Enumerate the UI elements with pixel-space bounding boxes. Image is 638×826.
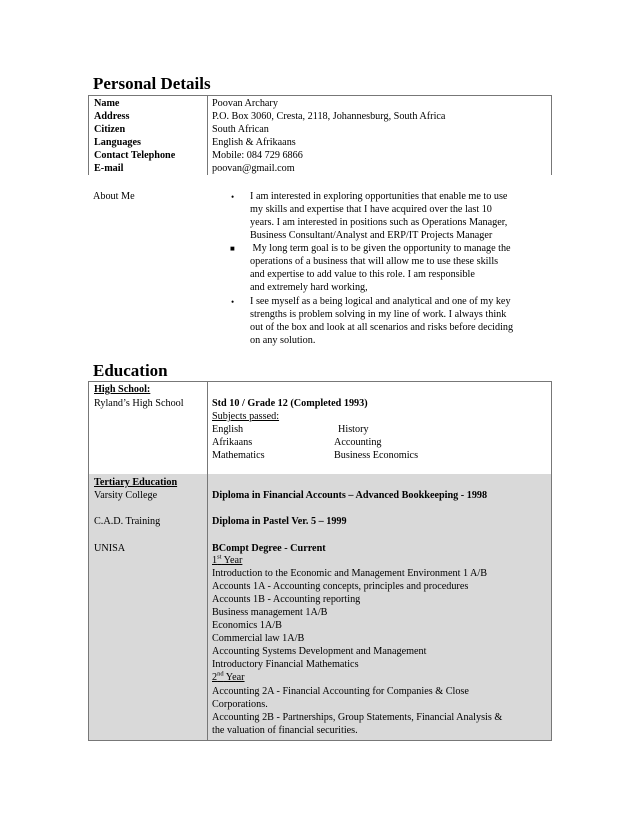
about-line: on any solution. (250, 335, 316, 346)
course: Accounting 2B - Partnerships, Group Statements, Financial Analysis & (212, 712, 503, 723)
subject: English (212, 424, 244, 435)
about-line: out of the box and look at all scenarios and risks before deciding (250, 322, 514, 333)
bullet-dot-icon: • (231, 297, 235, 307)
high-school-qualification: Std 10 / Grade 12 (Completed 1993) (212, 398, 368, 409)
about-line: I see myself as a being logical and analytical and one of my key (250, 296, 511, 307)
name-label: Name (94, 98, 120, 109)
course: Business management 1A/B (212, 607, 328, 618)
high-school-heading: High School: (94, 384, 151, 395)
citizen-value: South African (212, 124, 269, 135)
institution: C.A.D. Training (94, 516, 161, 527)
institution: Varsity College (94, 490, 158, 501)
course: Introductory Financial Mathematics (212, 659, 359, 670)
subject: Afrikaans (212, 437, 253, 448)
about-line: my skills and expertise that I have acquired over the last 10 (250, 204, 492, 215)
name-value: Poovan Archary (212, 98, 278, 109)
personal-details-table (88, 95, 552, 175)
about-line: Business Consultant/Analyst and ERP/IT Projects Manager (250, 230, 493, 241)
subjects-heading: Subjects passed: (212, 411, 280, 422)
about-line: operations of a business that will allow me to use these skills (250, 256, 499, 267)
about-line: and extremely hard working, (250, 282, 368, 293)
languages-value: English & Afrikaans (212, 137, 296, 148)
column-divider (207, 382, 208, 740)
course: the valuation of financial securities. (212, 725, 358, 736)
course: Accounts 1A - Accounting concepts, principles and procedures (212, 581, 469, 592)
email-label: E-mail (94, 163, 124, 174)
email-value[interactable]: poovan@gmail.com (212, 163, 295, 174)
bullet-square-icon: ■ (230, 244, 235, 253)
qualification: Diploma in Financial Accounts – Advanced Bookkeeping - 1998 (212, 490, 488, 501)
about-line: and expertise to add value to this role. I am responsible (250, 269, 475, 280)
column-divider (207, 96, 208, 175)
education-table (88, 381, 552, 741)
about-line: strengths is problem solving in my line of work. I always think (250, 309, 507, 320)
personal-details-heading: Personal Details (93, 74, 211, 93)
course: Accounts 1B - Accounting reporting (212, 594, 361, 605)
course: Accounting Systems Development and Management (212, 646, 427, 657)
education-heading: Education (93, 361, 168, 380)
year-1-heading: 1st Year (212, 553, 243, 566)
course: Accounting 2A - Financial Accounting for Companies & Close (212, 686, 469, 697)
institution: UNISA (94, 543, 126, 554)
subject: Business Economics (334, 450, 419, 461)
year-2-heading: 2nd Year (212, 670, 245, 683)
qualification: BCompt Degree - Current (212, 543, 326, 554)
course: Introduction to the Economic and Management Environment 1 A/B (212, 568, 488, 579)
languages-label: Languages (94, 137, 141, 148)
telephone-label: Contact Telephone (94, 150, 176, 161)
high-school-name: Ryland’s High School (94, 398, 184, 409)
course: Economics 1A/B (212, 620, 282, 631)
citizen-label: Citizen (94, 124, 126, 135)
telephone-value: Mobile: 084 729 6866 (212, 150, 303, 161)
course: Corporations. (212, 699, 268, 710)
course: Commercial law 1A/B (212, 633, 305, 644)
about-line: I am interested in exploring opportunities that enable me to use (250, 191, 508, 202)
bullet-dot-icon: • (231, 192, 235, 202)
address-label: Address (94, 111, 130, 122)
about-line: years. I am interested in positions such as Operations Manager, (250, 217, 508, 228)
tertiary-heading: Tertiary Education (94, 477, 178, 488)
about-me-label: About Me (93, 191, 135, 202)
subject: History (338, 424, 369, 435)
address-value: P.O. Box 3060, Cresta, 2118, Johannesburg, South Africa (212, 111, 446, 122)
subject: Mathematics (212, 450, 265, 461)
about-line: My long term goal is to be given the opportunity to manage the (250, 243, 511, 254)
subject: Accounting (334, 437, 382, 448)
qualification: Diploma in Pastel Ver. 5 – 1999 (212, 516, 347, 527)
